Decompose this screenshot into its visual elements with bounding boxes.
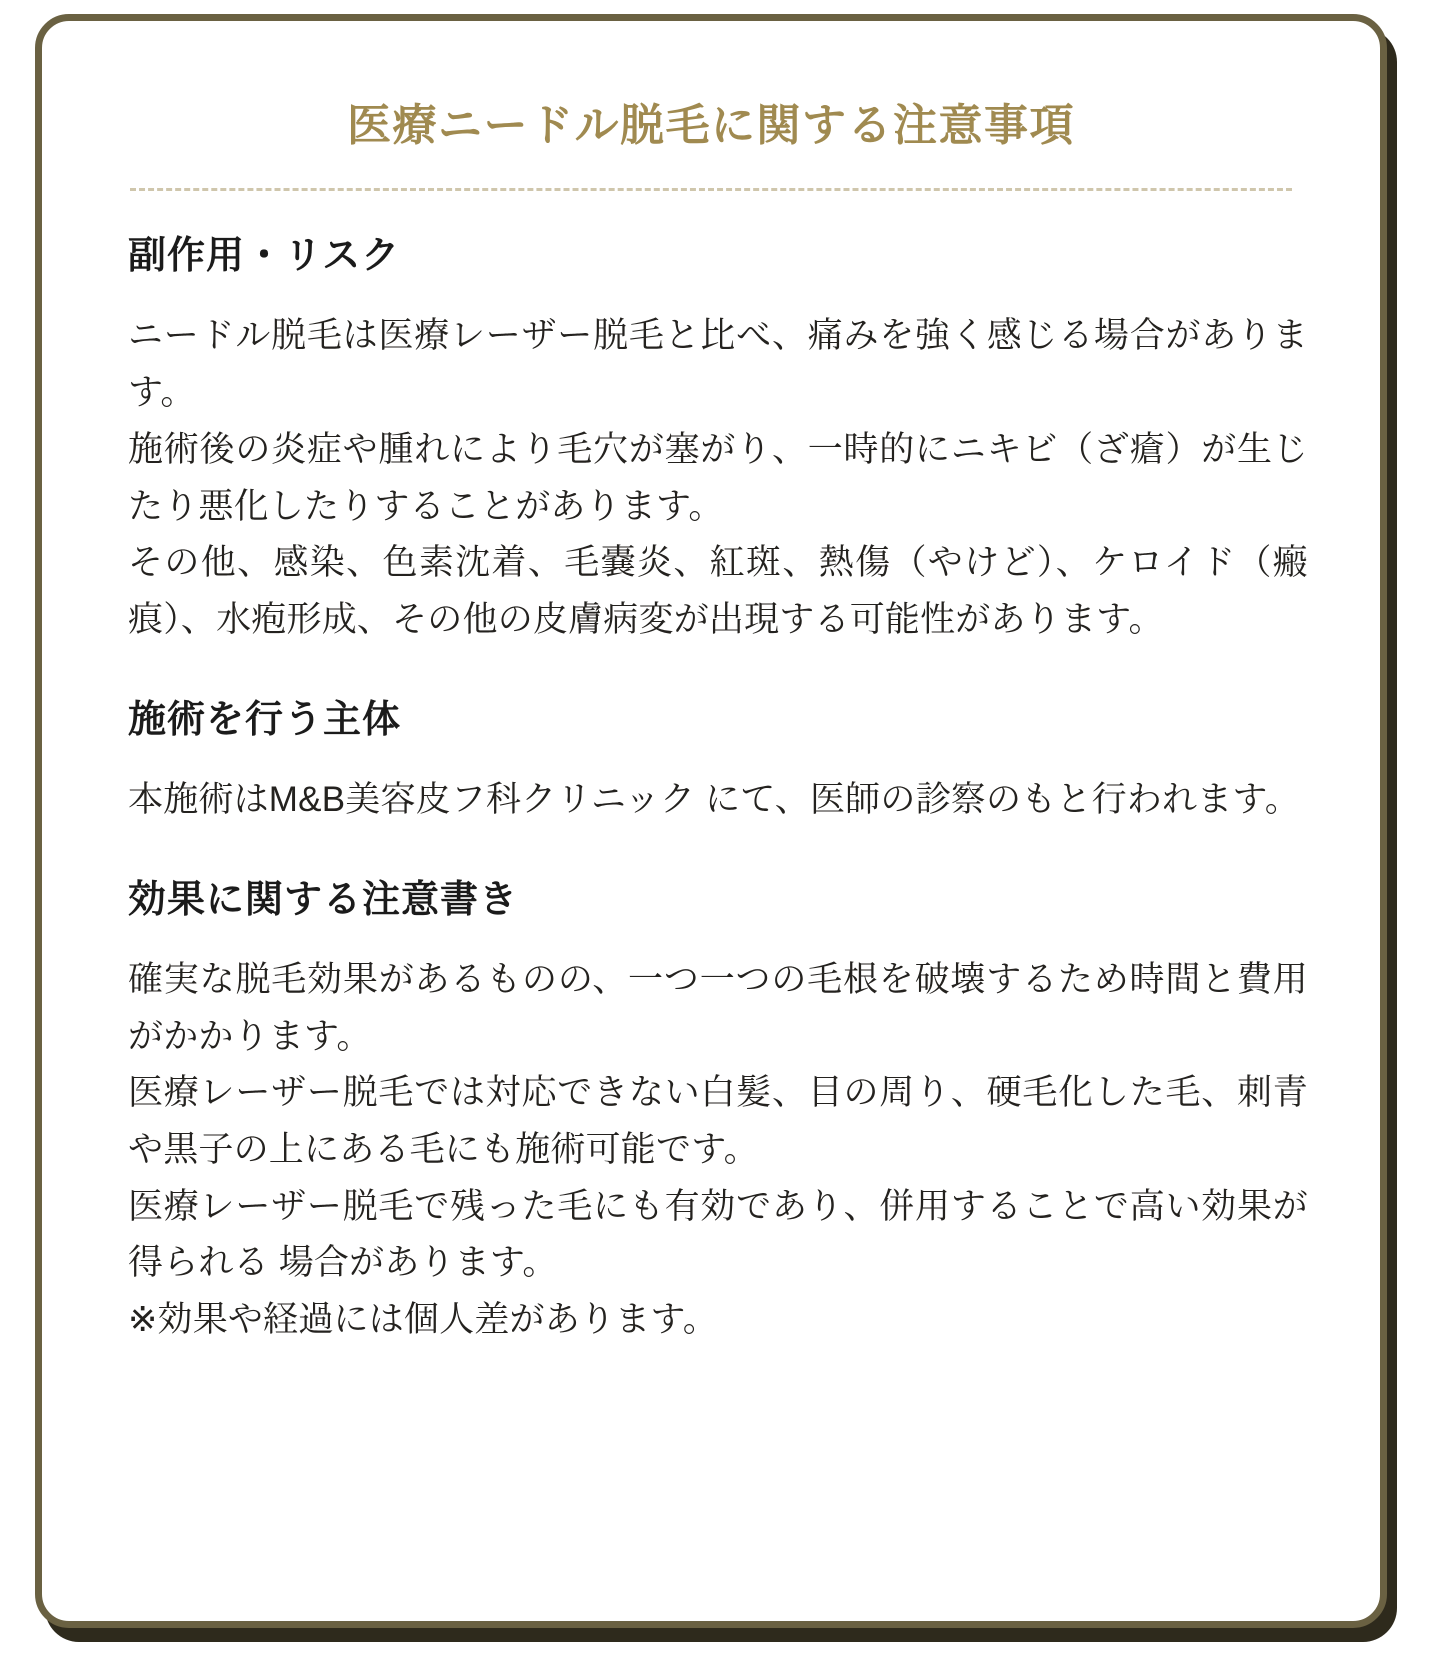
- paragraph: その他、感染、色素沈着、毛嚢炎、紅斑、熱傷（やけど）、ケロイド（瘢痕）、水疱形成、その他の皮膚病変が出現する可能性があります。: [128, 543, 1308, 639]
- paragraph: 医療レーザー脱毛では対応できない白髪、目の周り、硬毛化した毛、刺青や黒子の上にある毛にも施術可能です。: [128, 1073, 1308, 1169]
- section-heading: 施術を行う主体: [128, 698, 402, 741]
- paragraph: 施術後の炎症や腫れにより毛穴が塞がり、一時的にニキビ（ざ瘡）が生じたり悪化したりすることがあります。: [128, 429, 1308, 526]
- section-heading: 副作用・リスク: [128, 235, 401, 278]
- section-body: [128, 308, 1308, 648]
- paragraph: 確実な脱毛効果があるものの、一つ一つの毛根を破壊するため時間と費用がかかります。: [128, 959, 1308, 1056]
- title-divider: [130, 188, 1292, 191]
- section-heading: 効果に関する注意書き: [128, 878, 519, 921]
- paragraph: 医療レーザー脱毛で残った毛にも有効であり、併用することで高い効果が得られる 場合があります。: [128, 1186, 1308, 1283]
- page-title: 医療ニードル脱毛に関する注意事項: [347, 101, 1075, 150]
- section-side-effects: [108, 231, 1314, 648]
- section-body: [128, 772, 1308, 829]
- paragraph: ※効果や経過には個人差があります。: [128, 1300, 718, 1340]
- section-body: [128, 952, 1308, 1349]
- section-provider: [108, 695, 1314, 829]
- paragraph: 本施術はM&B美容皮フ科クリニック にて、医師の診察のもと行われます。: [128, 779, 1300, 819]
- section-effect-notes: [108, 875, 1314, 1349]
- notice-card: [35, 14, 1387, 1628]
- paragraph: ニードル脱毛は医療レーザー脱毛と比べ、痛みを強く感じる場合があります。: [128, 316, 1308, 413]
